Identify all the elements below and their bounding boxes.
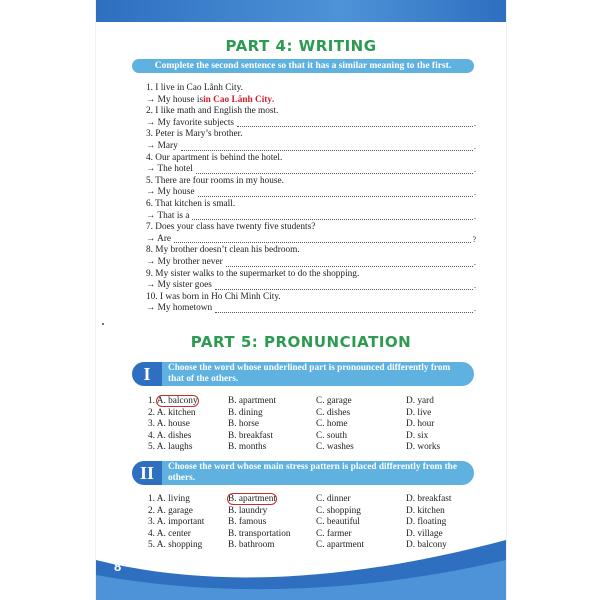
option-text[interactable]: B. transportation	[228, 528, 291, 539]
option-row	[148, 506, 488, 518]
answer-end: .	[272, 94, 275, 105]
row-number: 2.	[148, 407, 155, 418]
answer-blank[interactable]	[196, 172, 473, 174]
option-text[interactable]: B. months	[228, 442, 267, 452]
option-d	[406, 506, 486, 518]
option-text[interactable]: D. floating	[406, 517, 447, 527]
row-number: 1.	[148, 396, 155, 406]
option-text[interactable]: B. bathroom	[228, 540, 275, 550]
section-i-numeral: I	[132, 362, 162, 386]
row-number: 5.	[148, 442, 155, 452]
option-c	[316, 408, 406, 420]
row-number: 3.	[148, 419, 155, 429]
section-ii-numeral: II	[132, 461, 162, 485]
answer-end: ?	[472, 234, 476, 244]
question-line	[146, 269, 476, 281]
option-text[interactable]: A. shopping	[156, 540, 203, 550]
answer-end: .	[474, 165, 476, 175]
answer-blank[interactable]	[192, 218, 473, 220]
answer-blank[interactable]	[174, 241, 471, 243]
answer-line	[146, 118, 476, 130]
option-b	[228, 419, 316, 431]
question-line	[146, 83, 476, 95]
option-text[interactable]: A. center	[156, 528, 191, 539]
option-text[interactable]: B. laundry	[228, 505, 268, 516]
option-text[interactable]: A. important	[156, 517, 205, 527]
answer-prefix: → The hotel	[146, 164, 193, 175]
option-d	[406, 442, 486, 454]
bottom-wave	[96, 520, 506, 600]
option-b	[228, 431, 316, 443]
option-a	[148, 494, 228, 506]
option-c	[316, 442, 406, 454]
answer-prefix: → My house is	[146, 94, 204, 105]
answer-line	[146, 164, 476, 176]
answer-end: .	[474, 211, 476, 221]
option-row	[148, 442, 488, 454]
option-text[interactable]: C. farmer	[316, 528, 352, 539]
option-d	[406, 396, 486, 408]
answer-line	[146, 257, 476, 269]
question-line	[146, 199, 476, 211]
answer-line	[146, 234, 476, 246]
answer-end: .	[474, 141, 476, 151]
question-text: 3. Peter is Mary’s brother.	[146, 129, 243, 140]
option-text[interactable]: A. laughs	[156, 442, 193, 452]
row-number: 2.	[148, 505, 155, 516]
option-text[interactable]: B. dining	[228, 407, 263, 418]
page-number: 8	[114, 559, 122, 574]
question-line	[146, 153, 476, 165]
option-a	[148, 442, 228, 454]
row-number: 4.	[148, 528, 155, 539]
option-text[interactable]: D. live	[406, 407, 432, 418]
option-text[interactable]: D. six	[406, 430, 429, 441]
answer-end: .	[474, 257, 476, 267]
question-text: 5. There are four rooms in my house.	[146, 175, 284, 186]
answer-end: .	[474, 281, 476, 291]
section-i-instruction: Choose the word whose underlined part is pronounced differently from that of the others.	[162, 362, 474, 386]
option-text[interactable]: A. kitchen	[156, 407, 196, 418]
option-text[interactable]: C. dinner	[316, 494, 351, 504]
question-text: 2. I like math and English the most.	[146, 106, 279, 117]
part4-items	[146, 83, 476, 315]
option-a	[148, 419, 228, 431]
part4-title: PART 4: WRITING	[225, 37, 377, 55]
option-text[interactable]: D. balcony	[406, 540, 447, 550]
part5-title: PART 5: PRONUNCIATION	[190, 333, 412, 351]
option-text[interactable]: D. yard	[406, 396, 434, 406]
question-line	[146, 106, 476, 118]
question-line	[146, 245, 476, 257]
option-b	[228, 408, 316, 420]
question-line	[146, 176, 476, 188]
option-c	[316, 506, 406, 518]
option-text[interactable]: C. south	[316, 430, 347, 441]
part4-instruction: Complete the second sentence so that it has a similar meaning to the first.	[132, 59, 474, 73]
margin-dot	[102, 323, 104, 325]
top-band	[96, 0, 506, 22]
option-b	[228, 494, 316, 506]
answer-end: .	[474, 188, 476, 198]
option-text[interactable]: B. famous	[228, 517, 267, 527]
answer-blank[interactable]	[181, 149, 473, 151]
question-text: 4. Our apartment is behind the hotel.	[146, 152, 283, 163]
section-ii-instruction: Choose the word whose main stress pattern is placed differently from the others.	[162, 461, 474, 485]
option-c	[316, 431, 406, 443]
section-ii-bar	[132, 461, 474, 485]
answer-prefix: → That is a	[146, 210, 190, 221]
answer-blank[interactable]	[237, 125, 473, 127]
option-text[interactable]: A. balcony	[156, 396, 198, 406]
option-a	[148, 408, 228, 420]
answer-prefix: → My house	[146, 187, 195, 198]
answer-blank[interactable]	[215, 288, 473, 290]
option-text[interactable]: A. dishes	[156, 430, 192, 441]
option-row	[148, 408, 488, 420]
option-row	[148, 396, 488, 408]
worksheet-page	[96, 0, 506, 600]
option-d	[406, 431, 486, 443]
section-i-grid	[148, 396, 488, 454]
option-d	[406, 494, 486, 506]
answer-line	[146, 211, 476, 223]
option-text[interactable]: A. living	[156, 494, 190, 504]
question-line	[146, 222, 476, 234]
answer-blank[interactable]	[198, 195, 473, 197]
answer-prefix: → Mary	[146, 140, 178, 151]
option-c	[316, 396, 406, 408]
option-text[interactable]: D. hour	[406, 419, 435, 429]
answer-blank[interactable]	[215, 311, 473, 313]
option-text[interactable]: D. kitchen	[406, 505, 445, 516]
option-text[interactable]: B. breakfast	[228, 430, 273, 441]
question-line	[146, 292, 476, 304]
option-text[interactable]: C. home	[316, 419, 348, 429]
question-text: 7. Does your class have twenty five students?	[146, 222, 316, 233]
option-c	[316, 419, 406, 431]
option-text[interactable]: B. horse	[228, 419, 259, 429]
answer-prefix: → My sister goes	[146, 280, 212, 291]
option-a	[148, 431, 228, 443]
option-d	[406, 408, 486, 420]
option-text[interactable]: C. dishes	[316, 407, 351, 418]
option-text[interactable]: C. garage	[316, 396, 352, 406]
answer-blank[interactable]	[226, 265, 473, 267]
option-text[interactable]: C. washes	[316, 442, 354, 452]
question-text: 9. My sister walks to the supermarket to do the shopping.	[146, 268, 360, 279]
option-text[interactable]: B. apartment	[228, 396, 277, 406]
option-row	[148, 494, 488, 506]
section-i-bar	[132, 362, 474, 386]
answer-prefix: → Are	[146, 233, 172, 244]
option-text[interactable]: C. shopping	[316, 505, 361, 516]
question-text: 10. I was born in Ho Chi Minh City.	[146, 291, 281, 302]
option-row	[148, 431, 488, 443]
option-text[interactable]: D. breakfast	[406, 494, 452, 504]
option-a	[148, 506, 228, 518]
option-row	[148, 419, 488, 431]
answer-prefix: → My brother never	[146, 256, 223, 267]
answer-line	[146, 95, 476, 107]
answer-end: .	[474, 118, 476, 128]
option-text[interactable]: A. house	[156, 419, 190, 429]
row-number: 5.	[148, 540, 155, 550]
answer-end: .	[474, 304, 476, 314]
answer-line	[146, 303, 476, 315]
answer-prefix: → My favorite subjects	[146, 117, 235, 128]
option-text[interactable]: A. garage	[156, 505, 193, 516]
option-b	[228, 506, 316, 518]
option-text[interactable]: C. apartment	[316, 540, 365, 550]
answer-line	[146, 141, 476, 153]
row-number: 1.	[148, 494, 155, 504]
question-text: 8. My brother doesn’t clean his bedroom.	[146, 245, 300, 256]
row-number: 3.	[148, 517, 155, 527]
option-a	[148, 396, 228, 408]
answer-prefix: → My hometown	[146, 303, 213, 314]
row-number: 4.	[148, 430, 155, 441]
answer-line	[146, 280, 476, 292]
question-text: 1. I live in Cao Lãnh City.	[146, 83, 243, 93]
option-text[interactable]: C. beautiful	[316, 517, 360, 527]
option-text[interactable]: D. village	[406, 528, 443, 539]
sample-answer: in Cao Lãnh City	[203, 94, 273, 105]
question-line	[146, 129, 476, 141]
answer-line	[146, 187, 476, 199]
option-text[interactable]: D. works	[406, 442, 441, 452]
option-c	[316, 494, 406, 506]
question-text: 6. That kitchen is small.	[146, 198, 236, 209]
option-b	[228, 442, 316, 454]
option-b	[228, 396, 316, 408]
option-text[interactable]: B. apartment	[228, 494, 277, 504]
option-d	[406, 419, 486, 431]
